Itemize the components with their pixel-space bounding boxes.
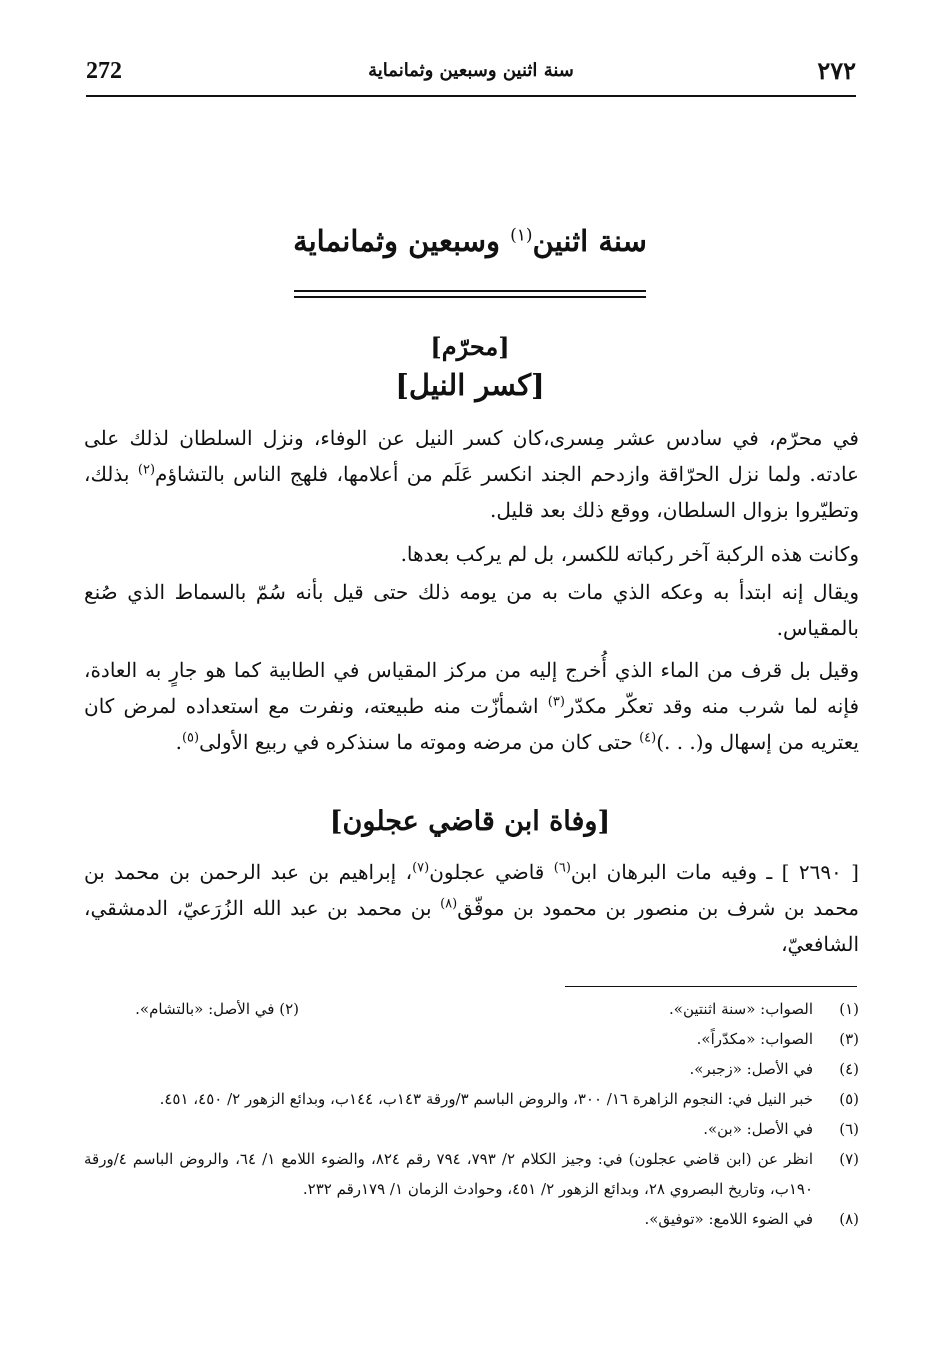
footnote-4 — [84, 1054, 859, 1084]
footnote-ref-5: (٥) — [181, 730, 200, 746]
footnote-4-number: (٤) — [839, 1060, 859, 1078]
footnote-8-text: في الضوء اللامع: «توفيق». — [644, 1210, 813, 1228]
running-title: سنة اثنين وسبعين وثمانماية — [368, 60, 574, 81]
footnote-6-number: (٦) — [839, 1120, 859, 1138]
footnote-1-text: الصواب: «سنة اثنتين». — [669, 1000, 813, 1018]
entry-text-b: قاضي عجلون — [429, 860, 554, 884]
paragraph-4-text-a: وقيل بل قرف من الماء الذي أُخرج إليه من مركز المقياس في الطابية كما هو جارٍ به العادة، فإنه لما شرب منه وقد تعكّر مكدّر — [84, 658, 860, 718]
page-number-arabic: ٢٧٢ — [817, 56, 856, 85]
footnote-7-number: (٧) — [839, 1150, 859, 1168]
footnote-ref-6: (٦) — [553, 860, 571, 876]
footnote-6-text: في الأصل: «بن». — [703, 1120, 813, 1138]
footnote-ref-8: (٨) — [440, 896, 458, 912]
footnote-3 — [84, 1024, 859, 1054]
footnote-8-number: (٨) — [839, 1210, 859, 1228]
header-rule — [86, 95, 856, 97]
chapter-title-part2: وسبعين وثمانماية — [293, 224, 511, 258]
page-number-latin: 272 — [86, 58, 122, 84]
footnote-3-number: (٣) — [839, 1030, 859, 1048]
paragraph-1-text-a: في محرّم، في سادس عشر مِسرى،كان كسر النيل عن الوفاء، ونزل السلطان لذلك على عادته. ولما نزل الحرّاقة وازدحم الجند انكسر عَلَم من أعلامها، فلهج الناس بالتشاؤم — [84, 426, 859, 486]
paragraph-4-text-d: . — [175, 730, 182, 754]
footnote-rule — [565, 986, 857, 987]
footnote-5-text: خبر النيل في: النجوم الزاهرة ١٦/ ٣٠٠، والروض الباسم ٣/ورقة ١٤٣ب، ١٤٤ب، وبدائع الزهور ٢/ ٤٥٠، ٤٥١. — [159, 1090, 813, 1108]
paragraph-4 — [84, 652, 859, 760]
footnote-7-text: انظر عن (ابن قاضي عجلون) في: وجيز الكلام ٢/ ٧٩٣، ٧٩٤ رقم ٨٢٤، والضوء اللامع ١/ ٦٤، والروض الباسم ٤/ورقة ١٩٠ب، وتاريخ البصروي ٢٨، وبدائع الزهور ٢/ ٤٥١، وحوادث الزمان ١/ ١٧٩رقم ٢٣٢. — [84, 1150, 813, 1198]
footnotes — [84, 994, 859, 1234]
footnote-ref-4: (٤) — [639, 730, 657, 746]
footnote-1-2 — [84, 994, 859, 1024]
footnote-8 — [84, 1204, 859, 1234]
footnote-2-number: (٢) — [279, 1000, 299, 1018]
footnote-1-number: (١) — [839, 1000, 859, 1018]
footnote-6 — [84, 1114, 859, 1144]
footnote-7 — [84, 1144, 859, 1204]
paragraph-2: وكانت هذه الركبة آخر ركباته للكسر، بل لم يركب بعدها. — [400, 542, 859, 566]
section-heading-month: [محرّم] — [430, 332, 510, 361]
footnote-3-text: الصواب: «مكدّراً». — [696, 1030, 813, 1048]
chapter-title — [200, 224, 740, 258]
entry-text-c: ، إبراهيم بن عبد الرحمن بن محمد بن محمد بن شرف بن منصور بن محمود بن موفّق — [84, 860, 859, 920]
footnote-5 — [84, 1084, 859, 1114]
footnote-4-text: في الأصل: «زجبر». — [689, 1060, 813, 1078]
title-rule-top — [294, 290, 646, 292]
paragraph-1 — [84, 420, 859, 528]
section-heading-nile: [كسر النيل] — [395, 368, 545, 402]
footnote-ref-7: (٧) — [412, 860, 430, 876]
footnote-2 — [135, 994, 299, 1024]
footnote-ref-2: (٢) — [137, 462, 156, 478]
footnote-5-number: (٥) — [839, 1090, 859, 1108]
paragraph-4-text-c: حتى كان من مرضه وموته ما سنذكره في ربيع الأولى — [199, 730, 640, 754]
paragraph-3: ويقال إنه ابتدأ به وعكه الذي مات به من يومه ذلك حتى قيل بأنه سُمّ بالسماط الذي صُنع بالمقياس. — [84, 580, 859, 640]
paragraph-4-text-b: اشمأزّت منه طبيعته، ونفرت مع استعداده لمرض كان يعتريه من إسهال و(. . .) — [84, 694, 859, 754]
footnote-2-text: في الأصل: «بالتشام». — [135, 1000, 275, 1018]
paragraph-1-text-b: بذلك، وتطيّروا بزوال السلطان، ووقع ذلك بعد قليل. — [84, 462, 859, 522]
biography-entry — [84, 854, 859, 962]
footnote-ref-1: (١) — [510, 225, 533, 246]
title-rule-bottom — [294, 296, 646, 298]
entry-text-d: بن محمد بن عبد الله الزُرَعيّ، الدمشقي، الشافعيّ، — [84, 896, 859, 956]
page-header — [86, 52, 856, 92]
entry-text-a: [ ٢٦٩٠ ] ـ وفيه مات البرهان ابن — [570, 860, 859, 884]
footnote-ref-3: (٣) — [547, 694, 565, 710]
section-heading-death: [وفاة ابن قاضي عجلون] — [329, 806, 611, 837]
chapter-title-part1: سنة اثنين — [532, 224, 647, 258]
